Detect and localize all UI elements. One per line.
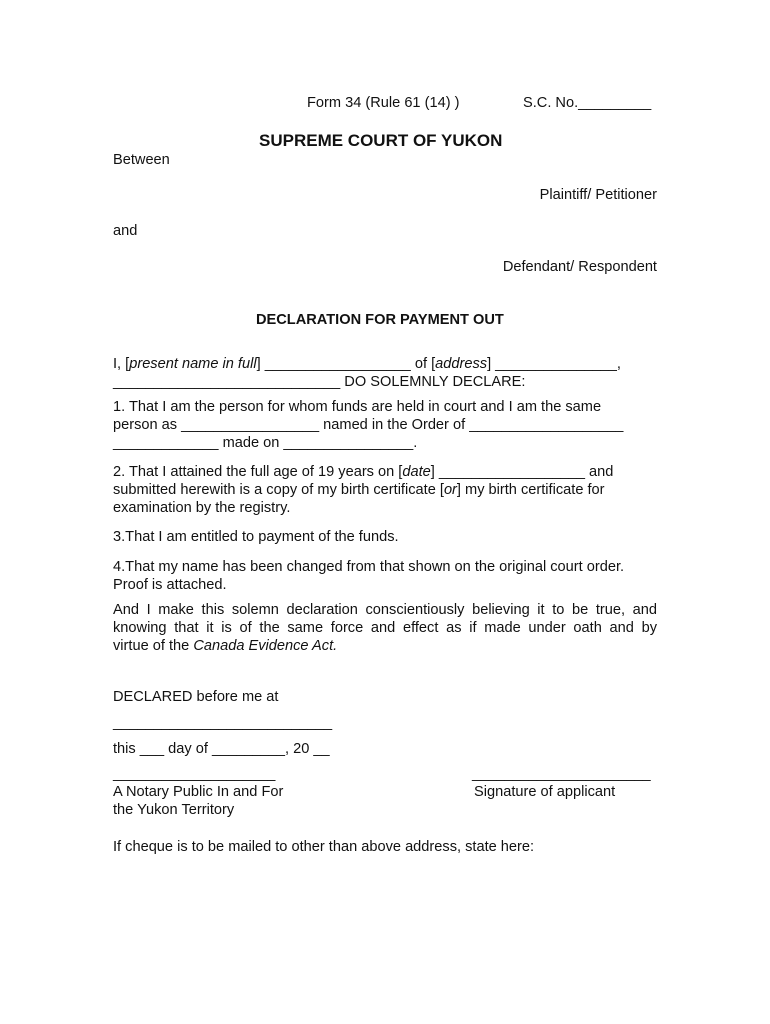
para1-line-3: _____________ made on ________________.	[113, 435, 418, 451]
cheque-note: If cheque is to be mailed to other than above address, state here:	[113, 839, 535, 855]
sc-number-field: S.C. No._________	[523, 95, 652, 111]
between-label: Between	[113, 152, 170, 168]
and-label: and	[113, 223, 138, 239]
para2-line-1: 2. That I attained the full age of 19 years on [date] __________________ and	[113, 464, 614, 480]
declared-place-line: ___________________________	[113, 715, 333, 731]
para1-line-1: 1. That I am the person for whom funds are held in court and I am the same	[113, 399, 602, 415]
intro-line-2: ____________________________ DO SOLEMNLY DECLARE:	[113, 374, 526, 390]
para4-line-2: Proof is attached.	[113, 577, 227, 593]
plaintiff-label: Plaintiff/ Petitioner	[539, 187, 657, 203]
form-reference: Form 34 (Rule 61 (14) )	[307, 95, 460, 111]
declared-date-line: this ___ day of _________, 20 __	[113, 741, 330, 757]
solemn-line-3: virtue of the Canada Evidence Act.	[113, 638, 338, 654]
para1-line-2: person as _________________ named in the Order of ___________________	[113, 417, 624, 433]
para3: 3.That I am entitled to payment of the funds.	[113, 529, 399, 545]
declaration-title: DECLARATION FOR PAYMENT OUT	[256, 312, 504, 328]
para4-line-1: 4.That my name has been changed from that shown on the original court order.	[113, 559, 625, 575]
declared-label: DECLARED before me at	[113, 689, 279, 705]
intro-line-1: I, [present name in full] __________________ of [address] _______________,	[113, 356, 621, 372]
applicant-label: Signature of applicant	[474, 784, 616, 800]
notary-label-2: the Yukon Territory	[113, 802, 235, 818]
solemn-line-1: And I make this solemn declaration conscientiously believing it to be true, and	[113, 602, 657, 618]
notary-label-1: A Notary Public In and For	[113, 784, 284, 800]
solemn-line-2: knowing that it is of the same force and effect as if made under oath and by	[113, 620, 657, 636]
applicant-signature-line: ______________________	[472, 766, 651, 782]
notary-signature-line: ____________________	[113, 766, 276, 782]
para2-line-2: submitted herewith is a copy of my birth certificate [or] my birth certificate for	[113, 482, 605, 498]
court-title: SUPREME COURT OF YUKON	[259, 131, 503, 150]
para2-line-3: examination by the registry.	[113, 500, 291, 516]
defendant-label: Defendant/ Respondent	[502, 259, 657, 275]
